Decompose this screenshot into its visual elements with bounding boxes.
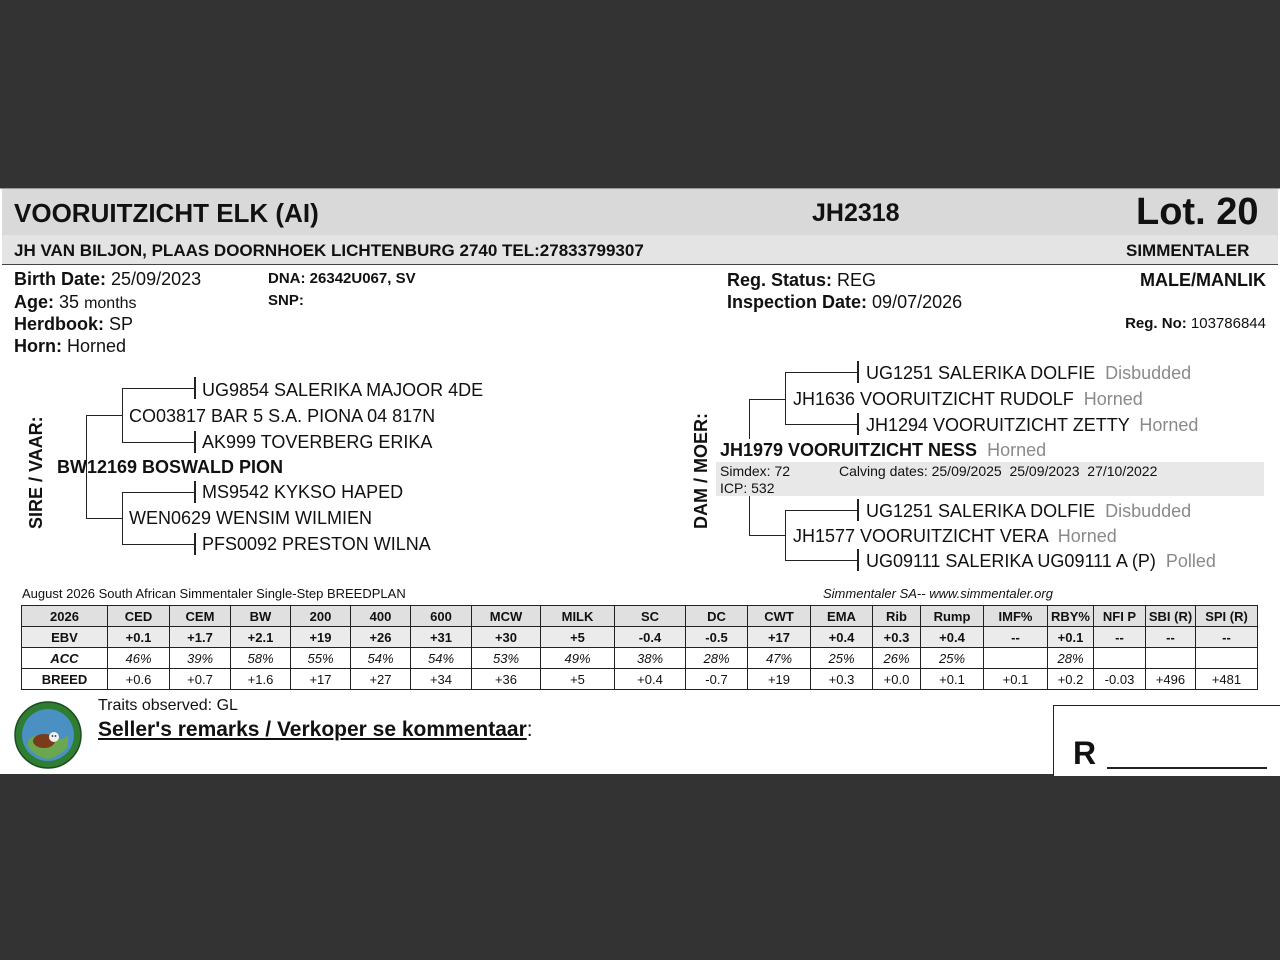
ebv-cell: +31 [411,627,472,648]
age [14,292,137,313]
ebv-cell: +0.6 [108,669,170,690]
ebv-cell: -- [984,627,1048,648]
dam [720,440,1046,461]
sire-dam-bracket-bottom [122,544,195,545]
ebv-cell: +1.6 [231,669,291,690]
simdex: Simdex: 72 [720,463,791,479]
price-r-label: R [1073,735,1097,771]
ebv-table-row [22,669,1258,690]
ebv-cell: 25% [811,648,873,669]
ebv-cell: +5 [541,669,615,690]
ebv-cell: 46% [108,648,170,669]
ebv-cell: -- [1196,627,1258,648]
ebv-cell [1094,648,1146,669]
reg-status [727,270,876,291]
dam-name: JH1979 VOORUITZICHT NESS [720,440,978,460]
ebv-cell: 38% [615,648,686,669]
ebv-table-row [22,648,1258,669]
traits-observed: Traits observed: GL [98,697,238,714]
ebv-cell: -0.4 [615,627,686,648]
dam-sire-dam-name: JH1294 VOORUITZICHT ZETTY [866,415,1130,435]
ebv-cell: DC [686,606,748,627]
dna-label: DNA: [268,270,306,287]
ebv-cell: RBY% [1048,606,1094,627]
ebv-cell: 54% [351,648,411,669]
ebv-cell: -0.7 [686,669,748,690]
dam-dam [793,526,1117,547]
sire-dam-bracket-vert [122,492,123,545]
sellers-remarks [98,718,533,742]
simmentaler-logo [14,701,82,769]
ebv-cell: +0.2 [1048,669,1094,690]
inspection-value: 09/07/2026 [872,292,963,312]
ebv-cell: 39% [170,648,231,669]
ebv-cell: +1.7 [170,627,231,648]
ebv-cell: 28% [1048,648,1094,669]
ebv-row-label: ACC [22,648,108,669]
ebv-cell: +0.4 [615,669,686,690]
sire-sire-dam-tick [194,431,196,453]
ebv-cell: +17 [748,627,811,648]
ebv-table-row [22,606,1258,627]
dam-dam-dam-tick [857,549,859,571]
sire-sire-dam: AK999 TOVERBERG ERIKA [202,432,433,452]
ebv-cell: -0.5 [686,627,748,648]
ebv-cell: Rib [873,606,921,627]
breedplan-caption: August 2026 South African Simmentaler Single-Step BREEDPLAN [22,586,406,601]
ebv-row-label: 2026 [22,606,108,627]
dam-sire [793,389,1143,410]
dam-dam-dam-name: UG09111 SALERIKA UG09111 A (P) [866,551,1156,571]
dam-dam-horn: Horned [1057,526,1117,546]
sire-dam-sire: MS9542 KYKSO HAPED [202,482,404,502]
breeder-line: JH VAN BILJON, PLAAS DOORNHOEK LICHTENBURG 2740 TEL:27833799307 [14,241,644,260]
dam-dam-sire-name: UG1251 SALERIKA DOLFIE [866,501,1096,521]
sire-dam-dam-tick [194,533,196,555]
ebv-row-label: BREED [22,669,108,690]
dam-sire-dam-tick [857,413,859,435]
ebv-cell: BW [231,606,291,627]
sire-sire-bracket-top [122,388,195,389]
dam-sire-sire [866,363,1191,384]
ebv-cell: +27 [351,669,411,690]
ebv-cell: 400 [351,606,411,627]
sire-sire-sire: UG9854 SALERIKA MAJOOR 4DE [202,380,484,400]
breed: SIMMENTALER [1126,241,1250,260]
sire-sire-bracket-bottom [122,442,195,443]
birth-date-value: 25/09/2023 [111,269,202,289]
dam-dam-sire-horn: Disbudded [1105,501,1192,521]
ebv-cell: +2.1 [231,627,291,648]
lot-number: Lot. 20 [1136,191,1259,233]
ebv-cell: CEM [170,606,231,627]
ebv-cell: 54% [411,648,472,669]
ebv-cell: 53% [472,648,541,669]
dam-bracket-vert-bottom [749,496,750,536]
age-value: 35 [59,292,80,312]
snp-label: SNP: [268,292,304,309]
ebv-cell: +0.4 [811,627,873,648]
sire-dam: WEN0629 WENSIM WILMIEN [129,508,373,528]
ebv-cell: +30 [472,627,541,648]
ebv-cell: -0.03 [1094,669,1146,690]
ebv-cell: +34 [411,669,472,690]
ebv-cell: -- [1146,627,1196,648]
ebv-cell: 26% [873,648,921,669]
ebv-cell: 25% [921,648,984,669]
inspection-label: Inspection Date: [727,292,868,312]
reg-status-label: Reg. Status: [727,270,833,290]
sire-bracket-top [86,415,122,416]
ebv-cell: SC [615,606,686,627]
ebv-table-row [22,627,1258,648]
inspection-date [727,292,962,313]
ebv-cell: CED [108,606,170,627]
reg-no-label: Reg. No: [1125,315,1187,332]
animal-name: VOORUITZICHT ELK (AI) [14,198,319,228]
ebv-cell: NFI P [1094,606,1146,627]
dna-value: 26342U067, SV [309,270,416,287]
horn-value: Horned [67,336,127,356]
dam-dam-bracket-vert [785,510,786,561]
dam-sire-sire-name: UG1251 SALERIKA DOLFIE [866,363,1096,383]
sellers-remarks-colon: : [526,718,533,741]
ebv-cell: +5 [541,627,615,648]
icp: ICP: 532 [720,480,775,496]
dam-sire-dam [866,415,1198,436]
sex: MALE/MANLIK [1140,270,1266,290]
dam-dam-bracket-top [785,510,858,511]
breedplan-website: Simmentaler SA-- www.simmentaler.org [823,586,1053,601]
sire-side-label: SIRE / VAAR: [26,416,46,529]
dam-dam-bracket-bottom [785,560,858,561]
dna [268,270,416,287]
dam-sire-bracket-vert [785,372,786,425]
ebv-cell: +0.1 [108,627,170,648]
sellers-remarks-label: Seller's remarks / Verkoper se kommentaar [98,718,527,741]
ebv-cell: SPI (R) [1196,606,1258,627]
reg-id: JH2318 [812,199,900,227]
dam-dam-dam-horn: Polled [1165,551,1216,571]
ebv-cell: +0.0 [873,669,921,690]
ebv-cell: 28% [686,648,748,669]
ebv-table [21,605,1258,690]
ebv-cell: 49% [541,648,615,669]
sire-bracket-bottom [86,518,122,519]
dam-sire-bracket-bottom [785,424,858,425]
sire: BW12169 BOSWALD PION [57,457,284,477]
ebv-cell: 600 [411,606,472,627]
ebv-cell: IMF% [984,606,1048,627]
ebv-cell: +0.3 [873,627,921,648]
horn [14,336,126,357]
dam-sire-horn: Horned [1083,389,1143,409]
ebv-cell [984,648,1048,669]
horn-label: Horn: [14,336,62,356]
dam-dam-sire [866,501,1191,522]
ebv-cell: 200 [291,606,351,627]
sire-sire-bracket-vert [122,388,123,443]
ebv-cell: +0.4 [921,627,984,648]
age-label: Age: [14,292,54,312]
price-underline[interactable] [1107,767,1267,769]
dam-bracket-top [749,399,785,400]
dam-bracket-vert-top [749,399,750,439]
ebv-row-label: EBV [22,627,108,648]
reg-no [1125,315,1266,332]
ebv-cell: +0.1 [1048,627,1094,648]
lot-card [0,188,1280,774]
dam-horn: Horned [987,440,1047,460]
ebv-cell: +19 [748,669,811,690]
ebv-cell: -- [1094,627,1146,648]
sire-dam-bracket-top [122,492,195,493]
ebv-cell: +36 [472,669,541,690]
herdbook-label: Herdbook: [14,314,104,334]
reg-no-value: 103786844 [1190,315,1266,332]
ebv-cell: 58% [231,648,291,669]
dam-sire-bracket-top [785,372,858,373]
dam-bracket-bottom [749,535,785,536]
ebv-cell: +0.3 [811,669,873,690]
dam-sire-name: JH1636 VOORUITZICHT RUDOLF [793,389,1074,409]
calving-dates: Calving dates: 25/09/2025 25/09/2023 27/10/2022 [839,463,1158,479]
ebv-cell: EMA [811,606,873,627]
dam-sire-sire-horn: Disbudded [1105,363,1192,383]
sire-sire: CO03817 BAR 5 S.A. PIONA 04 817N [129,406,436,426]
ebv-cell: MCW [472,606,541,627]
ebv-cell: MILK [541,606,615,627]
ebv-cell: +0.1 [984,669,1048,690]
birth-date [14,269,201,290]
ebv-cell: SBI (R) [1146,606,1196,627]
ebv-cell: +0.1 [921,669,984,690]
sire-dam-dam: PFS0092 PRESTON WILNA [202,534,431,554]
ebv-cell: Rump [921,606,984,627]
dam-dam-name: JH1577 VOORUITZICHT VERA [793,526,1048,546]
ebv-cell: CWT [748,606,811,627]
ebv-cell: +0.7 [170,669,231,690]
ebv-cell: 47% [748,648,811,669]
birth-date-label: Birth Date: [14,269,107,289]
herdbook-value: SP [109,314,134,334]
ebv-cell: +17 [291,669,351,690]
dam-dam-dam [866,551,1216,572]
herdbook [14,314,133,335]
ebv-cell [1146,648,1196,669]
reg-status-value: REG [837,270,877,290]
age-unit: months [84,295,137,312]
ebv-cell: +26 [351,627,411,648]
ebv-cell: +496 [1146,669,1196,690]
dam-sire-dam-horn: Horned [1139,415,1199,435]
ebv-cell: 55% [291,648,351,669]
dam-side-label: DAM / MOER: [691,413,711,529]
ebv-cell: +19 [291,627,351,648]
ebv-cell: +481 [1196,669,1258,690]
ebv-cell [1196,648,1258,669]
